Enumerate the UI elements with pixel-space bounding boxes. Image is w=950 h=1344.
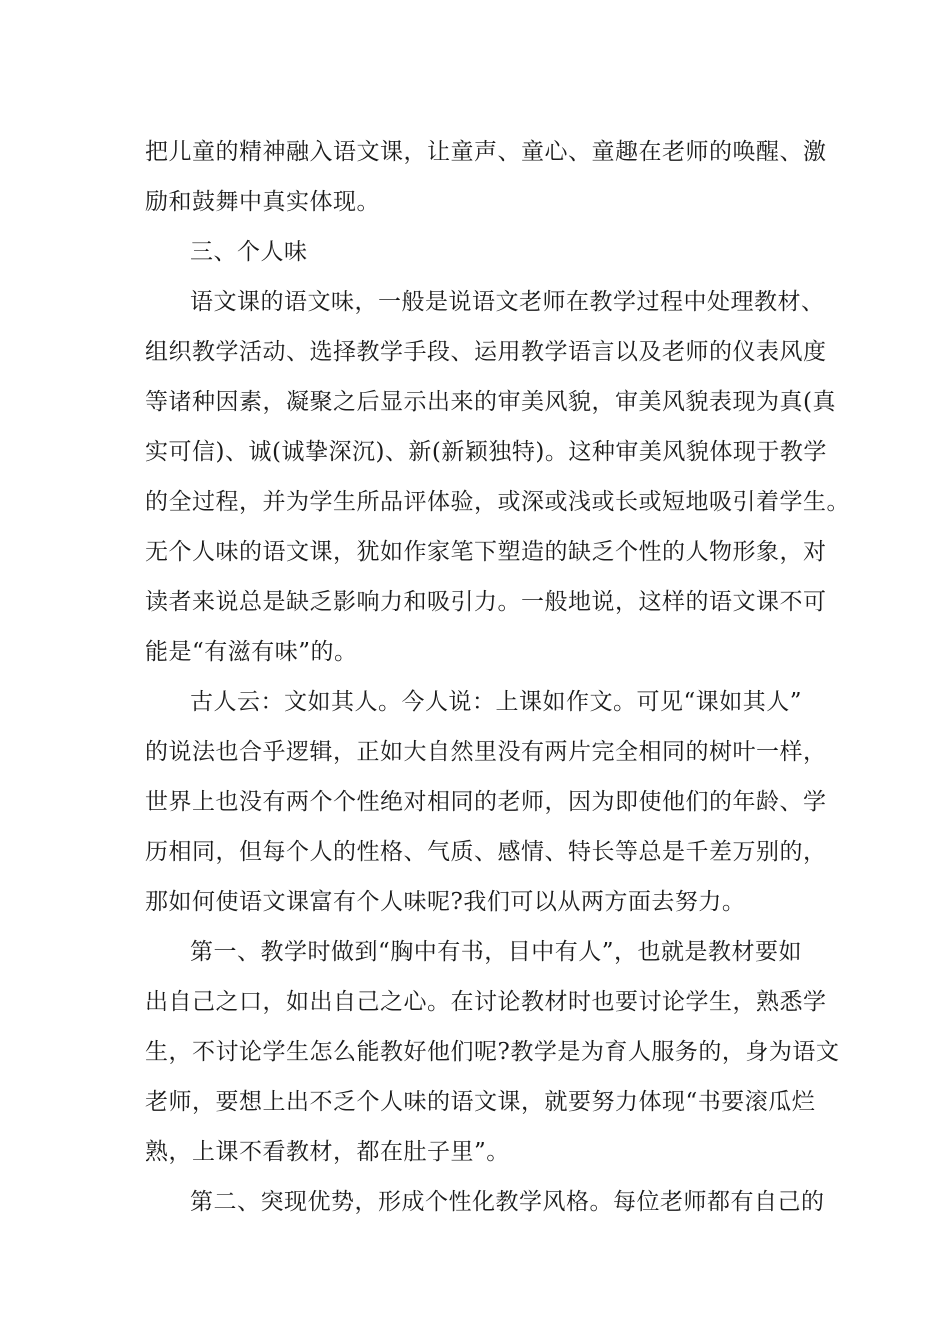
text-line: 的说法也合乎逻辑，正如大自然里没有两片完全相同的树叶一样， [145,739,827,765]
text-line: 老师，要想上出不乏个人味的语文课，就要努力体现“书要滚瓜烂 [145,1089,816,1115]
section-heading: 三、个人味 [190,239,308,265]
text-line: 古人云：文如其人。今人说：上课如作文。可见“课如其人” [190,689,803,715]
text-line: 无个人味的语文课，犹如作家笔下塑造的缺乏个性的人物形象，对 [145,539,827,565]
text-line: 世界上也没有两个个性绝对相同的老师，因为即使他们的年龄、学 [145,789,827,815]
text-line: 实可信)、诚(诚挚深沉)、新(新颖独特)。这种审美风貌体现于教学 [145,439,827,465]
text-line: 出自己之口，如出自己之心。在讨论教材时也要讨论学生，熟悉学 [145,989,827,1015]
text-line: 熟，上课不看教材，都在肚子里”。 [145,1139,510,1165]
text-line: 第二、突现优势，形成个性化教学风格。每位老师都有自己的 [190,1189,825,1215]
text-line: 的全过程，并为学生所品评体验，或深或浅或长或短地吸引着学生。 [145,489,850,515]
text-line: 能是“有滋有味”的。 [145,639,358,665]
text-line: 等诸种因素，凝聚之后显示出来的审美风貌，审美风貌表现为真(真 [145,389,836,415]
text-line: 历相同，但每个人的性格、气质、感情、特长等总是千差万别的， [145,839,827,865]
text-line: 励和鼓舞中真实体现。 [145,189,380,215]
text-line: 语文课的语文味，一般是说语文老师在教学过程中处理教材、 [190,289,825,315]
text-line: 把儿童的精神融入语文课，让童声、童心、童趣在老师的唤醒、激 [145,139,827,165]
text-line: 读者来说总是缺乏影响力和吸引力。一般地说，这样的语文课不可 [145,589,827,615]
text-line: 第一、教学时做到“胸中有书，目中有人”，也就是教材要如 [190,939,803,965]
text-line: 生，不讨论学生怎么能教好他们呢?教学是为育人服务的，身为语文 [145,1039,840,1065]
text-line: 组织教学活动、选择教学手段、运用教学语言以及老师的仪表风度 [145,339,827,365]
text-line: 那如何使语文课富有个人味呢?我们可以从两方面去努力。 [145,889,746,915]
